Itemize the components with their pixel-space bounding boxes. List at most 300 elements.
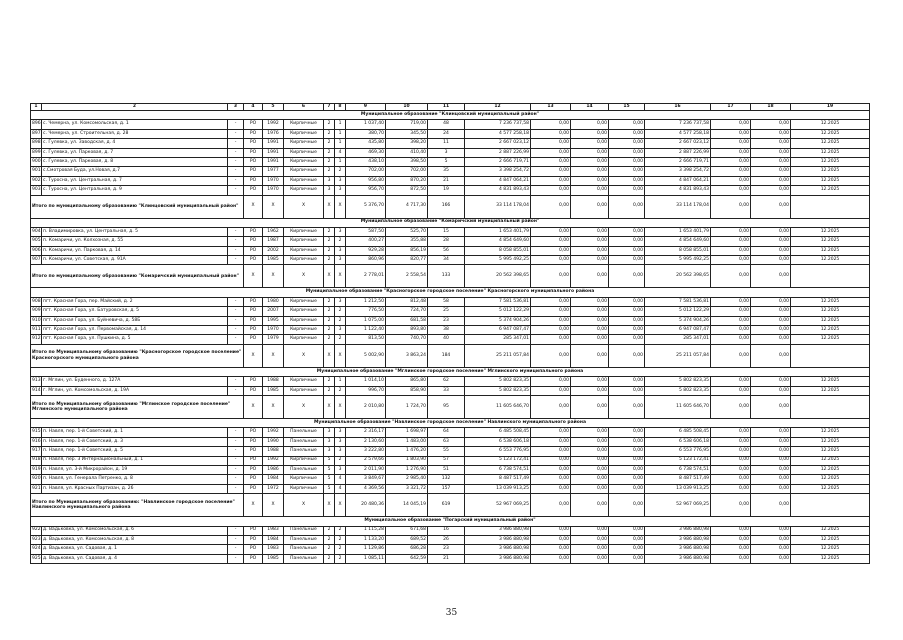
table-cell: 469,30: [346, 148, 386, 157]
table-cell: 1992: [263, 456, 284, 465]
table-cell: 2: [324, 148, 335, 157]
table-cell: 3 986 880,98: [645, 545, 711, 554]
table-cell: -: [228, 335, 244, 344]
table-cell: 1992: [263, 428, 284, 437]
total-cell: X: [244, 265, 263, 288]
table-cell: РО: [244, 307, 263, 316]
table-cell: 2: [335, 526, 346, 535]
table-cell: -: [228, 554, 244, 563]
table-cell: РО: [244, 326, 263, 335]
total-cell: 0,00: [571, 195, 609, 218]
table-cell: 12.2025: [791, 316, 870, 325]
table-cell: 0,00: [571, 475, 609, 484]
total-cell: 0,00: [711, 395, 751, 418]
table-cell: 12.2025: [791, 176, 870, 185]
table-cell: с. Чемерна, ул. Строительная, д. 28: [42, 129, 228, 138]
table-cell: 1 115,28: [346, 526, 386, 535]
table-cell: с. Гулевка, ул. Заводская, д. 4: [42, 139, 228, 148]
table-cell: 0,00: [571, 447, 609, 456]
table-cell: 3: [335, 256, 346, 265]
table-cell: 12.2025: [791, 167, 870, 176]
table-row: [31, 186, 870, 195]
table-cell: 0,00: [571, 545, 609, 554]
table-cell: 1962: [263, 227, 284, 236]
table-cell: 0,00: [531, 227, 571, 236]
table-cell: 1 803,90: [386, 456, 428, 465]
table-cell: 702,00: [346, 167, 386, 176]
table-cell: -: [228, 484, 244, 493]
table-cell: 0,00: [531, 176, 571, 185]
table-cell: 0,00: [711, 176, 751, 185]
table-row: [31, 447, 870, 456]
table-cell: 12.2025: [791, 186, 870, 195]
table-cell: 2 579,66: [346, 456, 386, 465]
total-cell: X: [324, 395, 335, 418]
municipality-title: Муниципальное образование "Навлинское городское поселение" Навлинского муниципального района: [31, 418, 870, 427]
table-cell: 5 374 904,26: [465, 316, 531, 325]
municipality-header-row: [31, 111, 870, 120]
table-cell: Кирпичные: [284, 120, 324, 129]
table-cell: 1984: [263, 535, 284, 544]
table-cell: Кирпичные: [284, 148, 324, 157]
table-cell: 0,00: [609, 297, 645, 306]
column-number-cell: 8: [335, 104, 346, 111]
table-cell: 33: [428, 386, 465, 395]
table-cell: 12.2025: [791, 148, 870, 157]
table-cell: 0,00: [711, 377, 751, 386]
table-cell: Кирпичные: [284, 475, 324, 484]
total-cell: X: [335, 265, 346, 288]
table-cell: Панельные: [284, 465, 324, 474]
table-cell: 919: [31, 465, 42, 474]
table-cell: 0,00: [531, 535, 571, 544]
table-cell: 345,50: [386, 129, 428, 138]
table-cell: 3: [324, 176, 335, 185]
table-cell: 2 985,40: [386, 475, 428, 484]
table-cell: РО: [244, 456, 263, 465]
table-cell: 0,00: [609, 186, 645, 195]
table-cell: РО: [244, 186, 263, 195]
table-cell: 0,00: [571, 148, 609, 157]
table-cell: 2: [324, 120, 335, 129]
table-cell: 0,00: [609, 428, 645, 437]
table-cell: 587,50: [346, 227, 386, 236]
table-cell: 2: [335, 237, 346, 246]
table-cell: 0,00: [531, 167, 571, 176]
table-cell: 8 487 517,49: [465, 475, 531, 484]
table-cell: 0,00: [531, 120, 571, 129]
table-cell: 285 347,01: [645, 335, 711, 344]
table-cell: 1 133,20: [346, 535, 386, 544]
table-cell: РО: [244, 139, 263, 148]
table-cell: 2: [324, 246, 335, 255]
table-cell: 0,00: [531, 256, 571, 265]
total-cell: 0,00: [751, 395, 791, 418]
table-cell: -: [228, 237, 244, 246]
table-cell: -: [228, 157, 244, 166]
municipality-header-row: [31, 218, 870, 227]
table-cell: 2 887 226,99: [465, 148, 531, 157]
table-cell: РО: [244, 227, 263, 236]
table-cell: 12.2025: [791, 465, 870, 474]
table-cell: 0,00: [571, 484, 609, 493]
table-cell: 956,80: [346, 176, 386, 185]
municipality-total-row: [31, 195, 870, 218]
table-cell: 0,00: [531, 246, 571, 255]
table-cell: 911: [31, 326, 42, 335]
table-cell: 813,50: [346, 335, 386, 344]
table-cell: Панельные: [284, 428, 324, 437]
table-cell: 1984: [263, 475, 284, 484]
table-cell: п. Комаричи, ул. Советская, д. 91А: [42, 256, 228, 265]
table-cell: РО: [244, 484, 263, 493]
table-cell: 132: [428, 475, 465, 484]
table-cell: п. Навля, пер. 3 Интернациональный, д. 1: [42, 456, 228, 465]
total-cell: 25 211 057,84: [645, 344, 711, 367]
table-cell: 1 483,00: [386, 437, 428, 446]
table-cell: РО: [244, 535, 263, 544]
total-cell: X: [263, 494, 284, 517]
table-cell: 438,10: [346, 157, 386, 166]
municipality-title: Муниципальное образование "Погарский муниципальный район": [31, 517, 870, 526]
table-cell: Кирпичные: [284, 307, 324, 316]
table-cell: 3: [335, 186, 346, 195]
table-cell: РО: [244, 465, 263, 474]
table-cell: Кирпичные: [284, 335, 324, 344]
table-cell: 0,00: [751, 377, 791, 386]
table-row: [31, 227, 870, 236]
column-number-cell: 14: [571, 104, 609, 111]
table-cell: 0,00: [609, 139, 645, 148]
table-cell: 23: [428, 316, 465, 325]
table-cell: -: [228, 545, 244, 554]
column-number-cell: 9: [346, 104, 386, 111]
table-cell: 0,00: [571, 386, 609, 395]
table-cell: 0,00: [711, 535, 751, 544]
table-cell: 0,00: [751, 157, 791, 166]
table-cell: 0,00: [531, 326, 571, 335]
table-cell: -: [228, 167, 244, 176]
table-cell: 23: [428, 545, 465, 554]
table-cell: 5: [324, 484, 335, 493]
table-cell: Панельные: [284, 545, 324, 554]
table-cell: 2: [335, 456, 346, 465]
table-row: [31, 246, 870, 255]
table-cell: -: [228, 526, 244, 535]
table-cell: 0,00: [609, 129, 645, 138]
table-cell: РО: [244, 545, 263, 554]
table-cell: 3: [335, 437, 346, 446]
table-cell: 0,00: [711, 256, 751, 265]
table-cell: 6 553 776,95: [645, 447, 711, 456]
table-cell: 0,00: [609, 465, 645, 474]
table-cell: 0,00: [711, 120, 751, 129]
table-cell: 902: [31, 176, 42, 185]
table-cell: -: [228, 377, 244, 386]
column-number-cell: 2: [42, 104, 228, 111]
table-cell: -: [228, 256, 244, 265]
table-cell: 956,70: [346, 186, 386, 195]
total-cell: [791, 494, 870, 517]
table-cell: 157: [428, 484, 465, 493]
table-cell: 0,00: [571, 526, 609, 535]
table-cell: пгт. Красная Гора, пер. Майский, д. 2: [42, 297, 228, 306]
table-cell: 0,00: [531, 297, 571, 306]
total-cell: X: [284, 494, 324, 517]
table-cell: 923: [31, 535, 42, 544]
table-cell: 3 222,80: [346, 447, 386, 456]
total-cell: 0,00: [609, 344, 645, 367]
table-cell: 1985: [263, 256, 284, 265]
table-cell: 1972: [263, 484, 284, 493]
table-row: [31, 386, 870, 395]
table-cell: 906: [31, 246, 42, 255]
table-cell: 12.2025: [791, 437, 870, 446]
table-cell: 1: [335, 120, 346, 129]
page-number: 35: [445, 608, 458, 618]
total-cell: 52 967 069,25: [645, 494, 711, 517]
table-cell: 0,00: [609, 246, 645, 255]
table-cell: 0,00: [711, 316, 751, 325]
table-cell: 1988: [263, 447, 284, 456]
column-number-cell: 7: [324, 104, 335, 111]
total-cell: X: [263, 344, 284, 367]
table-cell: 1970: [263, 176, 284, 185]
table-cell: 0,00: [531, 484, 571, 493]
table-cell: 918: [31, 456, 42, 465]
table-cell: 1991: [263, 157, 284, 166]
total-cell: 0,00: [609, 265, 645, 288]
table-cell: 0,00: [609, 545, 645, 554]
table-cell: 4 854 649,60: [465, 237, 531, 246]
total-cell: 0,00: [609, 494, 645, 517]
table-cell: 996,70: [346, 386, 386, 395]
table-cell: 5 123 172,41: [645, 456, 711, 465]
total-cell: 2 558,54: [386, 265, 428, 288]
table-cell: 0,00: [751, 176, 791, 185]
table-cell: 0,00: [751, 447, 791, 456]
table-cell: 2: [324, 297, 335, 306]
table-cell: 1: [335, 129, 346, 138]
table-cell: 0,00: [711, 428, 751, 437]
table-cell: 4 831 893,43: [465, 186, 531, 195]
municipality-total-row: [31, 265, 870, 288]
table-cell: 0,00: [751, 307, 791, 316]
table-body: [31, 104, 870, 564]
table-cell: 904: [31, 227, 42, 236]
table-cell: д. Вадьковка, ул. Комсомольская, д. 8: [42, 535, 228, 544]
table-cell: 0,00: [751, 484, 791, 493]
table-cell: 12.2025: [791, 526, 870, 535]
table-cell: 0,00: [531, 447, 571, 456]
table-cell: 380,70: [346, 129, 386, 138]
table-cell: 0,00: [571, 167, 609, 176]
table-cell: 0,00: [609, 167, 645, 176]
table-cell: 2 316,17: [346, 428, 386, 437]
table-cell: Панельные: [284, 535, 324, 544]
table-cell: Кирпичные: [284, 246, 324, 255]
table-cell: 0,00: [711, 139, 751, 148]
table-cell: 63: [428, 437, 465, 446]
table-cell: 0,00: [609, 326, 645, 335]
table-cell: 0,00: [751, 237, 791, 246]
total-cell: [791, 265, 870, 288]
table-cell: 21: [428, 176, 465, 185]
table-cell: 0,00: [751, 475, 791, 484]
total-cell: 184: [428, 344, 465, 367]
table-cell: РО: [244, 526, 263, 535]
municipality-header-row: [31, 367, 870, 376]
table-cell: 0,00: [711, 148, 751, 157]
table-cell: 2 666 719,71: [465, 157, 531, 166]
table-cell: Кирпичные: [284, 484, 324, 493]
table-cell: 0,00: [711, 297, 751, 306]
table-cell: 0,00: [531, 129, 571, 138]
municipality-total-row: [31, 395, 870, 418]
table-cell: 1970: [263, 186, 284, 195]
table-cell: 3 398 254,72: [645, 167, 711, 176]
total-cell: 14 045,19: [386, 494, 428, 517]
total-cell: 0,00: [711, 265, 751, 288]
table-cell: 896: [31, 120, 42, 129]
table-cell: 7 236 737,58: [465, 120, 531, 129]
table-cell: 12.2025: [791, 456, 870, 465]
table-cell: Кирпичные: [284, 139, 324, 148]
total-cell: 133: [428, 265, 465, 288]
table-cell: 0,00: [531, 377, 571, 386]
table-cell: 12.2025: [791, 545, 870, 554]
table-cell: 1976: [263, 129, 284, 138]
table-cell: 0,00: [711, 326, 751, 335]
table-cell: 58: [428, 297, 465, 306]
table-cell: 1970: [263, 326, 284, 335]
table-cell: РО: [244, 447, 263, 456]
table-cell: 51: [428, 465, 465, 474]
table-cell: 12.2025: [791, 475, 870, 484]
table-cell: 2: [324, 326, 335, 335]
table-cell: 0,00: [751, 428, 791, 437]
table-cell: Кирпичные: [284, 386, 324, 395]
table-cell: 0,00: [609, 377, 645, 386]
table-cell: 0,00: [531, 465, 571, 474]
table-cell: 858,90: [386, 386, 428, 395]
table-cell: 0,00: [571, 428, 609, 437]
table-cell: 8 487 517,49: [645, 475, 711, 484]
table-cell: 3: [335, 428, 346, 437]
table-cell: 3: [428, 148, 465, 157]
table-cell: 6 738 574,51: [465, 465, 531, 474]
table-cell: РО: [244, 246, 263, 255]
table-cell: с. Туросна, ул. Центральная, д. 9: [42, 186, 228, 195]
table-cell: 0,00: [711, 545, 751, 554]
table-cell: 0,00: [571, 227, 609, 236]
table-cell: 0,00: [751, 526, 791, 535]
table-cell: 355,88: [386, 237, 428, 246]
table-cell: 21: [428, 554, 465, 563]
table-cell: 0,00: [751, 139, 791, 148]
municipality-title: Муниципальное образование "Мглинское городское поселение" Мглинского муниципального района: [31, 367, 870, 376]
table-cell: 0,00: [711, 246, 751, 255]
table-cell: Кирпичные: [284, 157, 324, 166]
table-cell: 1 129,86: [346, 545, 386, 554]
table-cell: 2: [324, 129, 335, 138]
table-cell: 0,00: [751, 456, 791, 465]
column-number-cell: 10: [386, 104, 428, 111]
table-cell: РО: [244, 297, 263, 306]
table-cell: 2: [324, 554, 335, 563]
table-cell: г. Мглин, ул. Буденного, д. 127А: [42, 377, 228, 386]
table-cell: 8 058 855,01: [645, 246, 711, 255]
table-cell: 0,00: [571, 335, 609, 344]
table-row: [31, 554, 870, 563]
table-cell: 2: [324, 307, 335, 316]
table-cell: 1 653 401,79: [465, 227, 531, 236]
table-cell: 1987: [263, 237, 284, 246]
total-cell: 0,00: [571, 265, 609, 288]
total-cell: X: [335, 494, 346, 517]
column-number-row: [31, 104, 870, 111]
table-cell: 1980: [263, 297, 284, 306]
table-cell: 916: [31, 437, 42, 446]
table-cell: РО: [244, 428, 263, 437]
table-cell: РО: [244, 256, 263, 265]
table-cell: 4 577 258,18: [465, 129, 531, 138]
table-cell: 3 986 880,98: [645, 554, 711, 563]
table-cell: 35: [428, 167, 465, 176]
total-cell: X: [244, 395, 263, 418]
table-cell: с. Туросна, ул. Центральная, д. 7: [42, 176, 228, 185]
table-cell: РО: [244, 475, 263, 484]
table-cell: 0,00: [711, 237, 751, 246]
table-cell: 398,20: [386, 139, 428, 148]
table-cell: 0,00: [571, 554, 609, 563]
table-cell: п. Навля, ул. Генерала Петренко, д. 8: [42, 475, 228, 484]
municipality-header-row: [31, 418, 870, 427]
table-cell: д. Вадьковка, ул. Садовая, д. 4: [42, 554, 228, 563]
table-cell: 642,59: [386, 554, 428, 563]
table-cell: 1: [335, 377, 346, 386]
table-row: [31, 465, 870, 474]
table-cell: 0,00: [751, 316, 791, 325]
table-cell: 901: [31, 167, 42, 176]
table-cell: 6 538 606,18: [645, 437, 711, 446]
table-row: [31, 167, 870, 176]
table-cell: 0,00: [609, 157, 645, 166]
table-cell: 5 802 823,35: [645, 386, 711, 395]
total-label: Итого по Муниципальному образованию: "Навлинское городское поселение" Навлинского муниципального района: [31, 494, 244, 517]
table-cell: Кирпичные: [284, 227, 324, 236]
table-cell: 6 538 606,18: [465, 437, 531, 446]
table-cell: 0,00: [571, 237, 609, 246]
table-cell: 689,52: [386, 535, 428, 544]
table-cell: 2 667 023,12: [645, 139, 711, 148]
table-cell: 6 485 508,45: [645, 428, 711, 437]
table-cell: -: [228, 227, 244, 236]
table-cell: -: [228, 475, 244, 484]
table-cell: 0,00: [531, 545, 571, 554]
total-cell: 0,00: [711, 195, 751, 218]
total-cell: 11 605 646,70: [645, 395, 711, 418]
total-cell: 0,00: [531, 344, 571, 367]
table-cell: РО: [244, 554, 263, 563]
table-cell: 0,00: [571, 157, 609, 166]
total-cell: 4 717,30: [386, 195, 428, 218]
table-cell: Кирпичные: [284, 297, 324, 306]
total-cell: X: [335, 395, 346, 418]
table-cell: 0,00: [609, 176, 645, 185]
table-cell: 0,00: [751, 535, 791, 544]
table-cell: 2: [324, 545, 335, 554]
